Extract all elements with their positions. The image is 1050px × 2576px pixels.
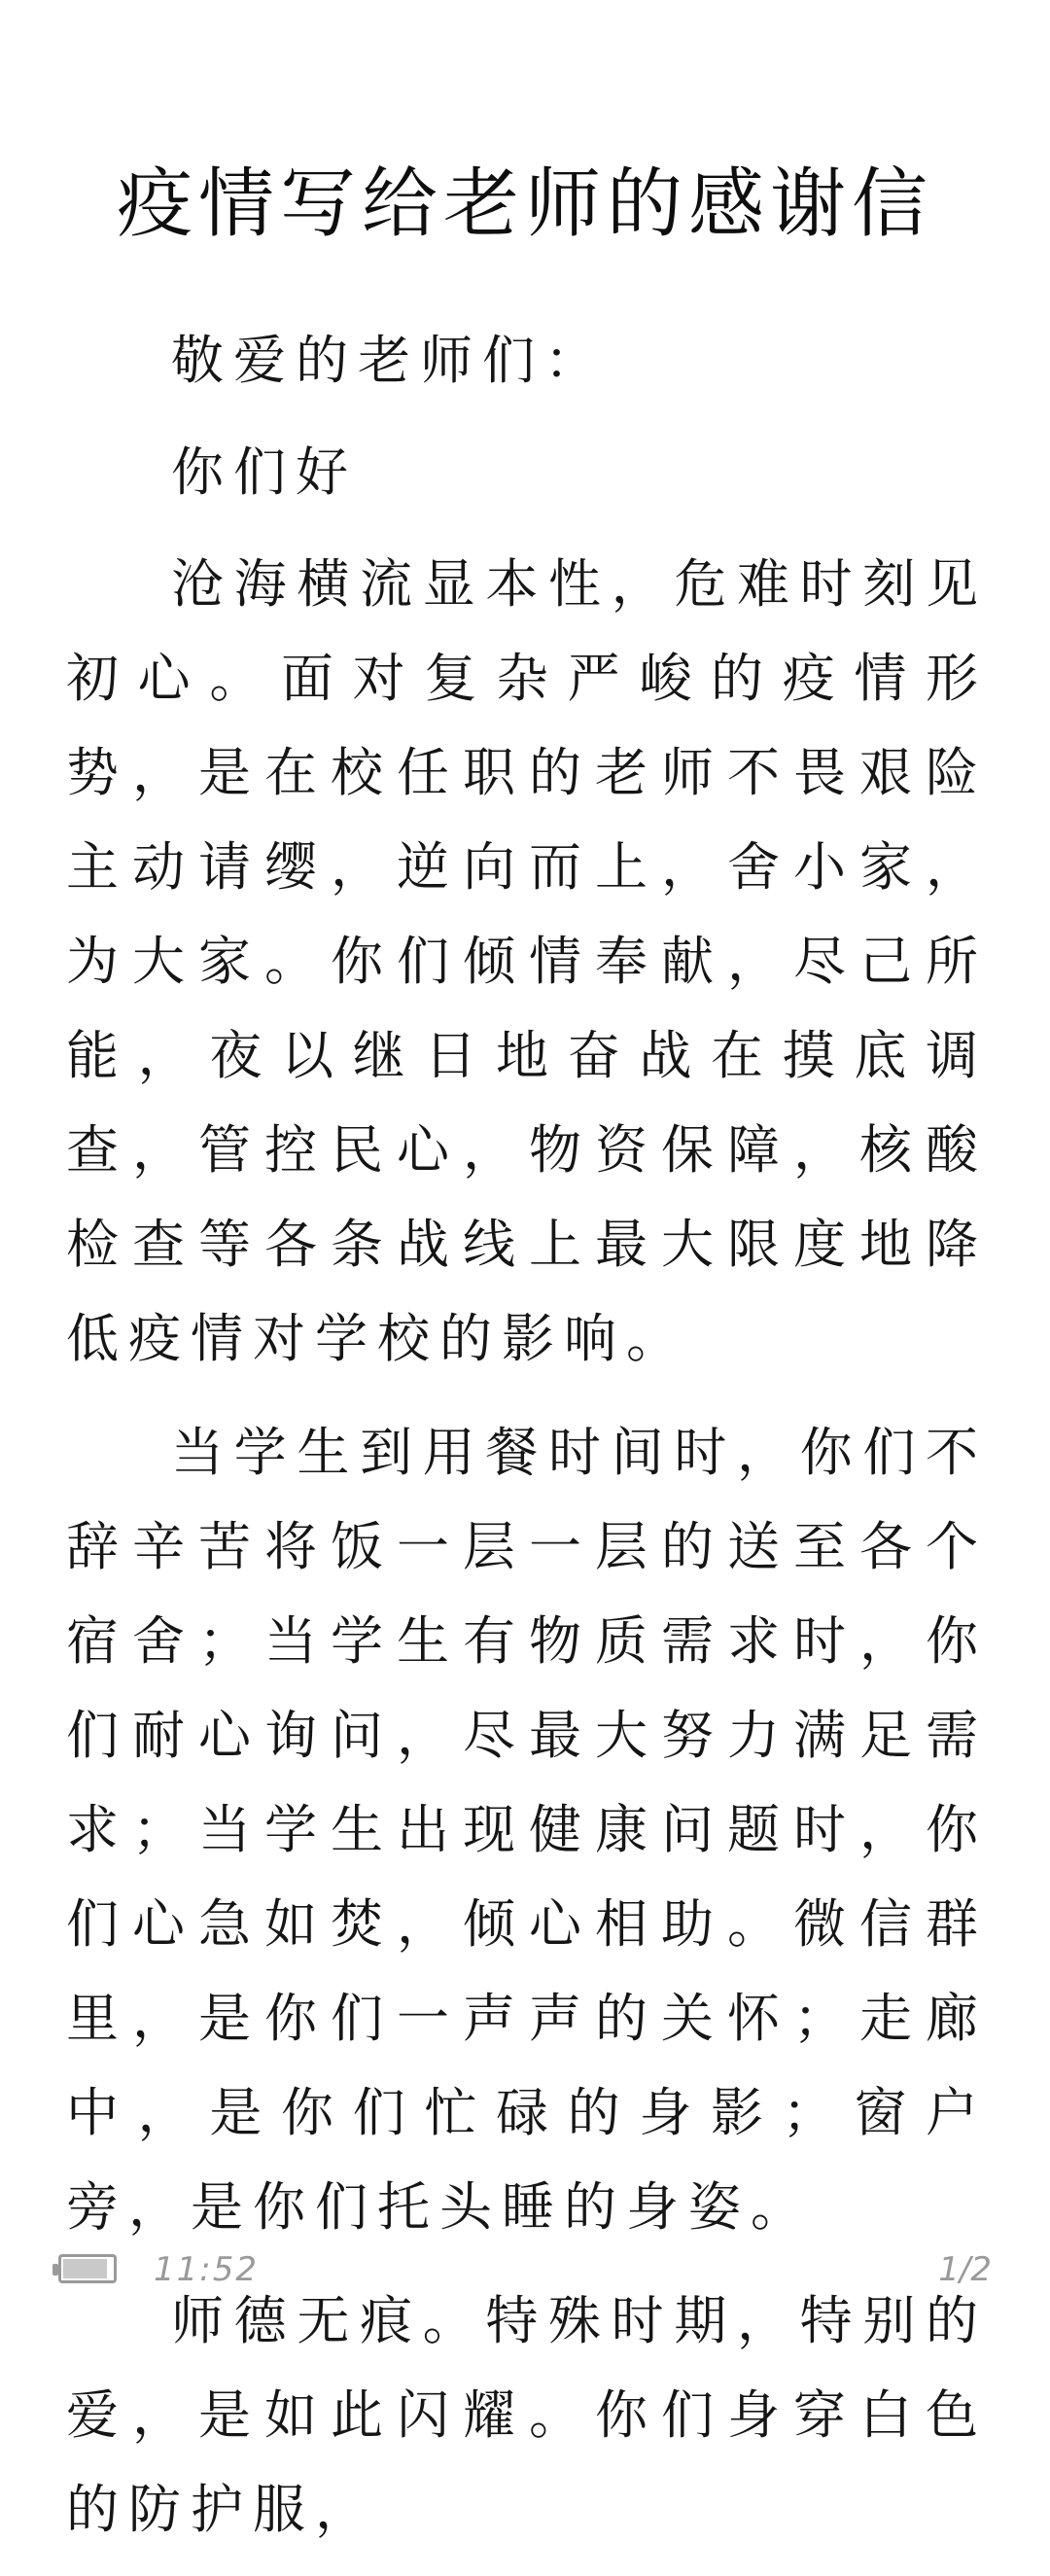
- paragraph: 师德无痕。特殊时期，特别的爱，是如此闪耀。你们身穿白色的防护服，: [66, 2290, 988, 2540]
- document-body: [66, 313, 988, 2576]
- clock-time: 11:52: [154, 2250, 259, 2289]
- salutation: 敬爱的老师们：: [171, 330, 607, 391]
- page-number: 1/2: [938, 2250, 992, 2289]
- battery-level: [63, 2259, 107, 2278]
- paragraph: 当学生到用餐时间时，你们不辞辛苦将饭一层一层的送至各个宿舍；当学生有物质需求时，你们耐心询问，尽最大努力满足需求；当学生出现健康问题时，你们心急如焚，倾心相助。微信群里，是你们一声声的关怀；走廊中，是你们忙碌的身影；窗户旁，是你们托头睡的身姿。: [66, 1422, 988, 2238]
- paragraph: 沧海横流显本性，危难时刻见初心。面对复杂严峻的疫情形势，是在校任职的老师不畏艰险主动请缨，逆向而上，舍小家，为大家。你们倾情奉献，尽己所能，夜以继日地奋战在摸底调查，管控民心，物资保障，核酸检查等各条战线上最大限度地降低疫情对学校的影响。: [66, 553, 988, 1369]
- battery-icon: [58, 2254, 117, 2283]
- reader-status-bar: [58, 2246, 992, 2289]
- greeting: 你们好: [171, 441, 358, 503]
- document-title: 疫情写给老师的感谢信: [116, 160, 933, 248]
